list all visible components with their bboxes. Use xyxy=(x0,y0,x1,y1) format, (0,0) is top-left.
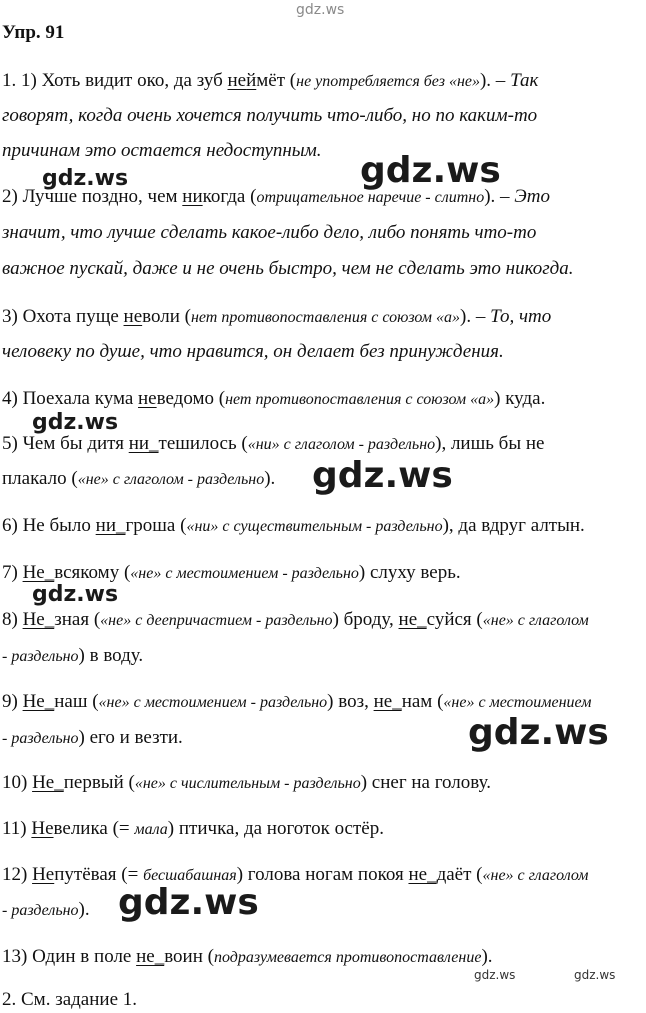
proverb-4: 4) Поехала кума неведомо (нет противопоставления с союзом «а») куда. xyxy=(2,388,546,409)
proverb-2-line-3: важное пускай, даже и не очень быстро, чем не сделать это никогда. xyxy=(2,258,574,279)
page-title: Упр. 91 xyxy=(2,22,65,43)
proverb-1-line-3: причинам это остается недоступным. xyxy=(2,140,322,161)
proverb-6: 6) Не было ни_гроша («ни» с существительным - раздельно), да вдруг алтын. xyxy=(2,515,585,536)
watermark-small: gdz.ws xyxy=(474,968,516,982)
proverb-12-line-1: 12) Непутёвая (= бесшабашная) голова ногам покоя не_даёт («не» с глаголом xyxy=(2,864,589,885)
proverb-10: 10) Не_первый («не» с числительным - раздельно) снег на голову. xyxy=(2,772,491,793)
proverb-5-line-1: 5) Чем бы дитя ни_тешилось («ни» с глаголом - раздельно), лишь бы не xyxy=(2,433,545,454)
proverb-12-line-2: - раздельно). xyxy=(2,899,90,920)
proverb-13: 13) Один в поле не_воин (подразумевается противопоставление). xyxy=(2,946,493,967)
watermark: gdz.ws xyxy=(118,882,259,923)
task-2: 2. См. задание 1. xyxy=(2,989,138,1010)
watermark: gdz.ws xyxy=(32,410,119,435)
proverb-11: 11) Невелика (= мала) птичка, да ноготок остёр. xyxy=(2,818,384,839)
proverb-3-line-2: человеку по душе, что нравится, он делает без принуждения. xyxy=(2,341,504,362)
proverb-2-line-2: значит, что лучше сделать какое-либо дело, либо понять что-то xyxy=(2,222,537,243)
proverb-9-line-2: - раздельно) его и везти. xyxy=(2,727,183,748)
watermark: gdz.ws xyxy=(468,712,609,753)
watermark: gdz.ws xyxy=(32,582,119,607)
proverb-1-line-2: говорят, когда очень хочется получить что-либо, но по каким-то xyxy=(2,105,538,126)
proverb-8-line-1: 8) Не_зная («не» с деепричастием - раздельно) броду, не_суйся («не» с глаголом xyxy=(2,609,589,630)
proverb-2-line-1: 2) Лучше поздно, чем никогда (отрицательное наречие - слитно). – Это xyxy=(2,186,550,207)
proverb-7: 7) Не_всякому («не» с местоимением - раздельно) слуху верь. xyxy=(2,562,461,583)
proverb-1-line-1: 1. 1) Хоть видит око, да зуб неймёт (не употребляется без «не»). – Так xyxy=(2,70,539,91)
watermark: gdz.ws xyxy=(42,166,129,191)
proverb-5-line-2: плакало («не» с глаголом - раздельно). xyxy=(2,468,276,489)
watermark-top: gdz.ws xyxy=(296,2,345,18)
proverb-3-line-1: 3) Охота пуще неволи (нет противопоставления с союзом «а»). – То, что xyxy=(2,306,552,327)
watermark-small: gdz.ws xyxy=(574,968,616,982)
watermark: gdz.ws xyxy=(360,150,501,191)
watermark: gdz.ws xyxy=(312,455,453,496)
proverb-9-line-1: 9) Не_наш («не» с местоимением - раздельно) воз, не_нам («не» с местоимением xyxy=(2,691,592,712)
proverb-8-line-2: - раздельно) в воду. xyxy=(2,645,144,666)
